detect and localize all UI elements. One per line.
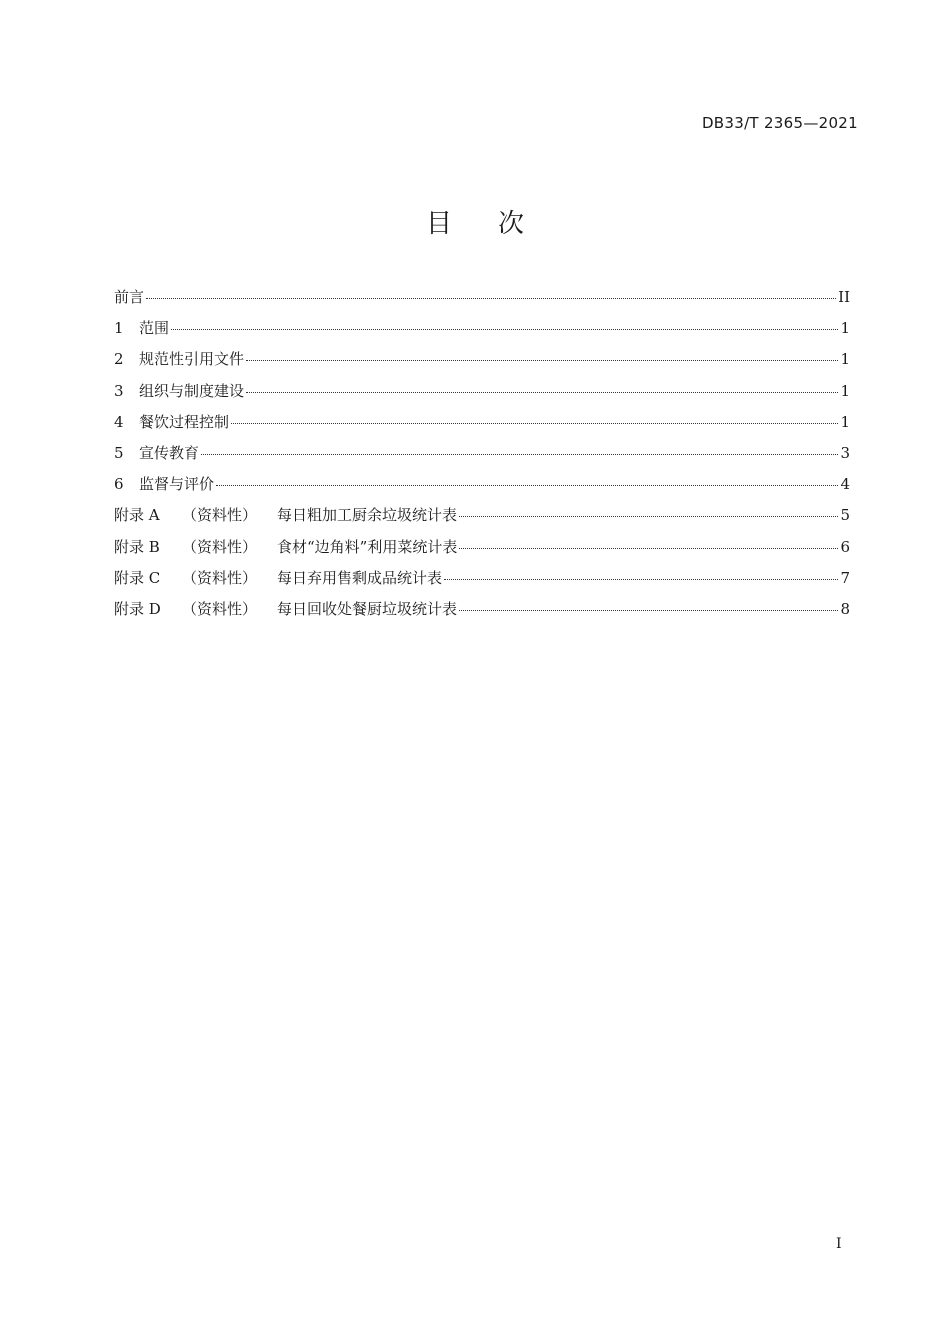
toc-entry-number: 4 bbox=[114, 412, 124, 431]
toc-entry-normative-references[interactable] bbox=[114, 348, 850, 379]
toc-entry-number: 5 bbox=[114, 443, 124, 462]
toc-entry-page: 1 bbox=[840, 412, 850, 431]
toc-entry-foreword[interactable] bbox=[114, 286, 850, 317]
toc-entry-appendix-b[interactable] bbox=[114, 536, 850, 567]
document-code: DB33/T 2365—2021 bbox=[701, 114, 858, 132]
toc-leader-dots bbox=[171, 329, 838, 330]
toc-leader-dots bbox=[246, 392, 838, 393]
toc-entry-label: 组织与制度建设 bbox=[139, 381, 245, 400]
toc-entry-page: 1 bbox=[840, 319, 850, 338]
table-of-contents bbox=[114, 286, 850, 629]
toc-entry-label: 每日粗加工厨余垃圾统计表 bbox=[277, 506, 458, 525]
toc-appendix-id: 附录 C bbox=[114, 568, 161, 587]
toc-leader-dots bbox=[231, 423, 838, 424]
toc-leader-dots bbox=[146, 298, 836, 299]
toc-entry-supervision[interactable] bbox=[114, 473, 850, 504]
toc-appendix-kind: （资料性） bbox=[182, 506, 258, 525]
toc-entry-page: 1 bbox=[840, 350, 850, 369]
toc-entry-label: 餐饮过程控制 bbox=[139, 412, 230, 431]
toc-leader-dots bbox=[459, 610, 838, 611]
toc-entry-page: 1 bbox=[840, 381, 850, 400]
toc-entry-number: 1 bbox=[114, 319, 124, 338]
toc-entry-number: 3 bbox=[114, 381, 124, 400]
toc-title: 目次 bbox=[425, 209, 570, 239]
toc-entry-appendix-c[interactable] bbox=[114, 567, 850, 598]
toc-appendix-kind: （资料性） bbox=[182, 568, 258, 587]
toc-entry-number: 2 bbox=[114, 350, 124, 369]
toc-entry-education[interactable] bbox=[114, 442, 850, 473]
page-number: I bbox=[836, 1236, 842, 1252]
toc-appendix-kind: （资料性） bbox=[182, 537, 258, 556]
toc-appendix-id: 附录 A bbox=[114, 506, 160, 525]
toc-leader-dots bbox=[246, 360, 838, 361]
toc-appendix-id: 附录 D bbox=[114, 599, 161, 618]
toc-leader-dots bbox=[459, 516, 838, 517]
toc-leader-dots bbox=[201, 454, 838, 455]
toc-entry-organization[interactable] bbox=[114, 380, 850, 411]
toc-leader-dots bbox=[216, 485, 838, 486]
toc-entry-label: 食材“边角料”利用菜统计表 bbox=[277, 537, 458, 556]
toc-entry-page: 4 bbox=[840, 475, 850, 494]
toc-entry-page: 8 bbox=[840, 599, 850, 618]
toc-entry-label: 监督与评价 bbox=[139, 475, 215, 494]
toc-leader-dots bbox=[444, 579, 838, 580]
toc-entry-label: 每日弃用售剩成品统计表 bbox=[277, 568, 443, 587]
toc-entry-label: 规范性引用文件 bbox=[139, 350, 245, 369]
toc-entry-process-control[interactable] bbox=[114, 411, 850, 442]
toc-entry-label: 范围 bbox=[139, 319, 170, 338]
toc-entry-page: 7 bbox=[840, 568, 850, 587]
toc-entry-label: 宣传教育 bbox=[139, 443, 200, 462]
toc-entry-page: II bbox=[838, 288, 850, 306]
toc-entry-appendix-d[interactable] bbox=[114, 598, 850, 629]
toc-entry-label: 前言 bbox=[114, 288, 145, 306]
toc-entry-number: 6 bbox=[114, 475, 124, 494]
toc-entry-appendix-a[interactable] bbox=[114, 504, 850, 535]
toc-entry-page: 6 bbox=[840, 537, 850, 556]
toc-appendix-kind: （资料性） bbox=[182, 599, 258, 618]
toc-entry-label: 每日回收处餐厨垃圾统计表 bbox=[277, 599, 458, 618]
toc-entry-page: 5 bbox=[840, 506, 850, 525]
toc-appendix-id: 附录 B bbox=[114, 537, 160, 556]
toc-entry-scope[interactable] bbox=[114, 317, 850, 348]
toc-entry-page: 3 bbox=[840, 443, 850, 462]
toc-leader-dots bbox=[459, 548, 838, 549]
